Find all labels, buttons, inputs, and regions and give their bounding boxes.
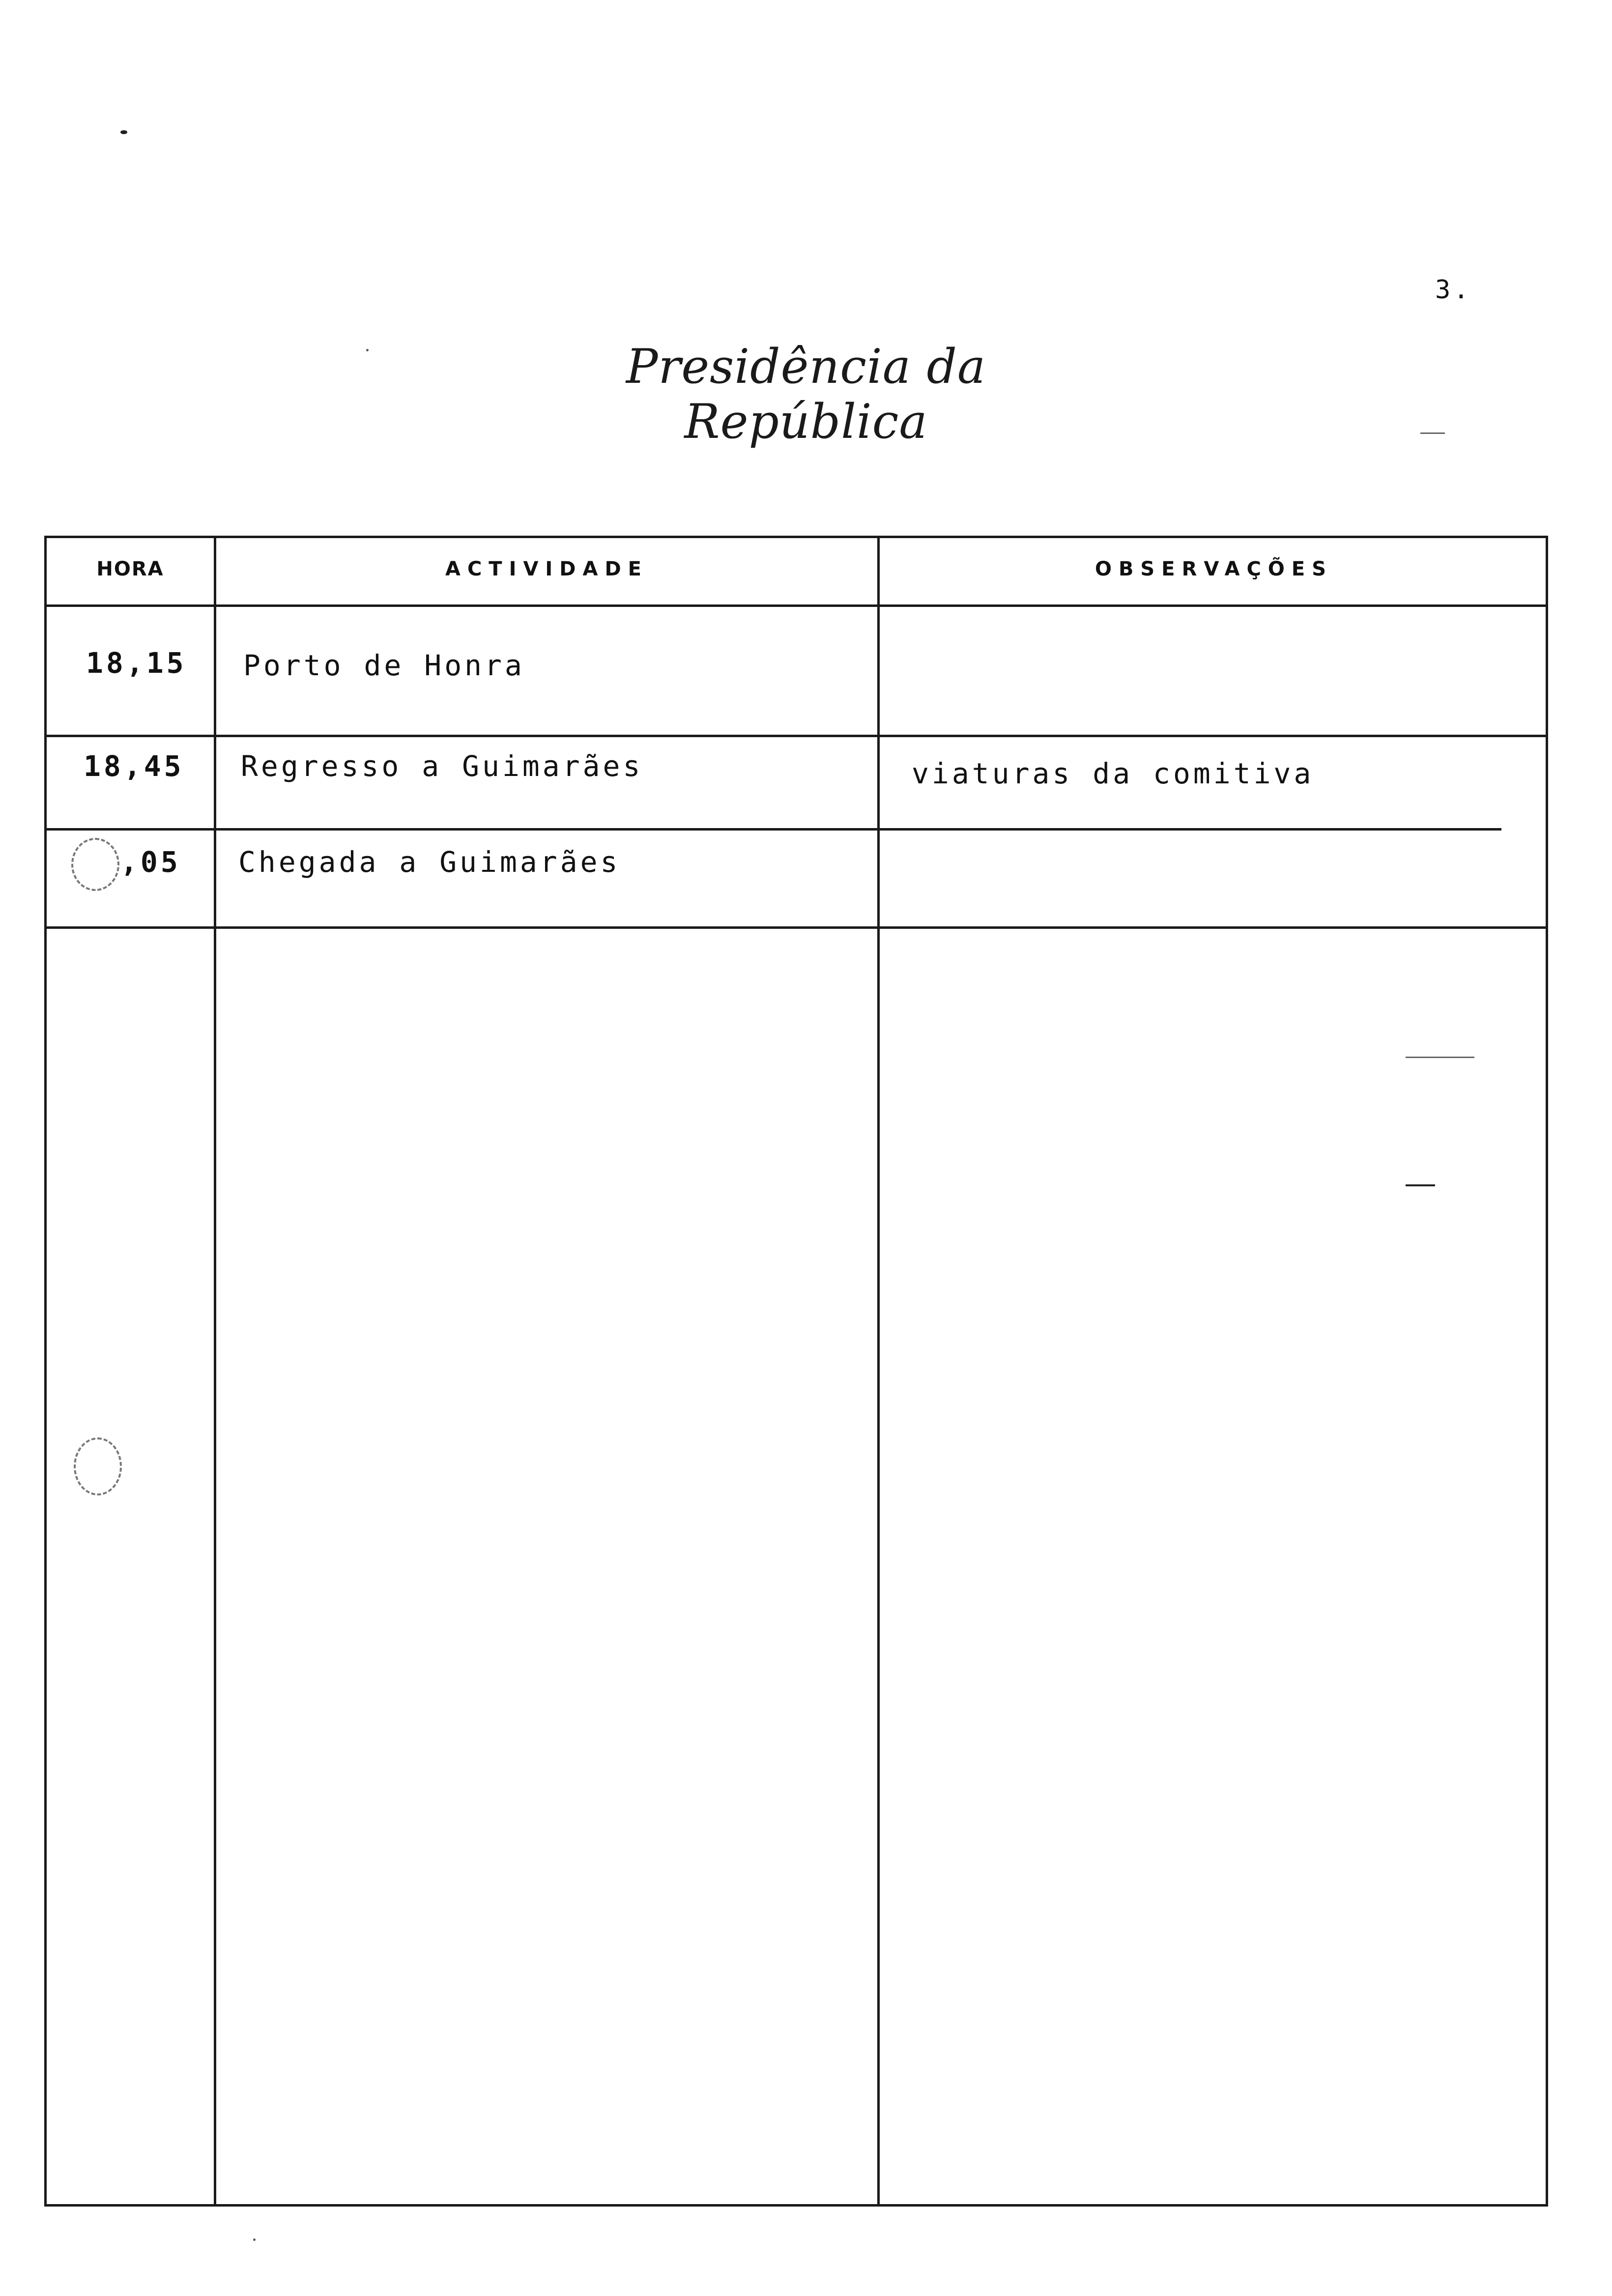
header-actividade: ACTIVIDADE	[445, 558, 648, 580]
row-2-observacoes: viaturas da comitiva	[912, 757, 1314, 790]
scan-speck	[253, 2239, 256, 2241]
row-3-divider	[47, 926, 1546, 929]
header-observacoes: OBSERVAÇÕES	[1094, 558, 1333, 580]
scan-speck	[1406, 1057, 1474, 1058]
row-3-hora: ,05	[120, 845, 181, 879]
row-1-divider	[47, 735, 1546, 737]
schedule-table	[44, 536, 1548, 2207]
letterhead-title: Presidência da República	[626, 339, 986, 449]
column-divider-actividade	[877, 538, 880, 2204]
scan-speck	[1406, 1184, 1435, 1186]
row-2-actividade: Regresso a Guimarães	[241, 749, 643, 783]
punch-hole-mark-lower	[74, 1437, 122, 1495]
punch-hole-mark	[71, 838, 119, 891]
scan-speck	[1420, 432, 1445, 434]
row-1-hora: 18,15	[86, 646, 187, 680]
page-number: 3.	[1435, 275, 1472, 305]
row-1-actividade: Porto de Honra	[243, 649, 525, 682]
header-divider	[47, 604, 1546, 607]
column-divider-hora	[214, 538, 216, 2204]
row-3-actividade: Chegada a Guimarães	[238, 845, 621, 879]
row-2-divider	[47, 828, 1501, 831]
header-hora: HORA	[96, 558, 164, 580]
scan-speck	[120, 130, 127, 134]
scan-speck	[366, 349, 369, 351]
row-2-hora: 18,45	[84, 749, 184, 783]
